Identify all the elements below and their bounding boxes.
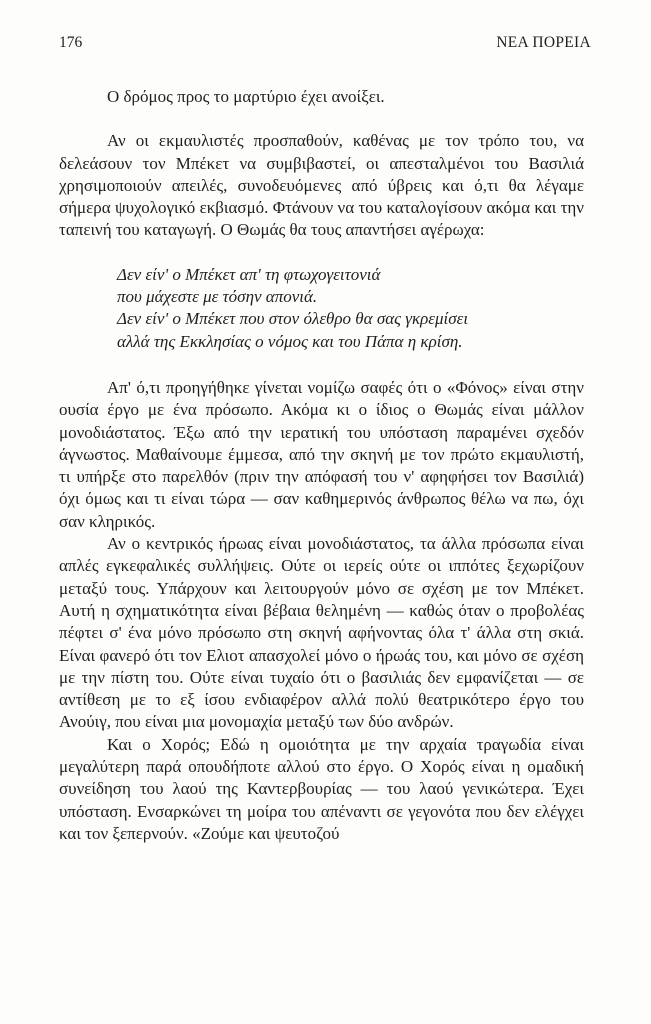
verse-line: Δεν είν' ο Μπέκετ που στον όλεθρο θα σας γκρεμίσει <box>117 309 469 329</box>
running-title: ΝΕΑ ΠΟΡΕΙΑ <box>496 34 591 51</box>
paragraph-3: Απ' ό,τι προηγήθηκε γίνεται νομίζω σαφές ότι ο «Φόνος» είναι στην ουσία έργο με ένα πρόσωπο. Ακόμα κι ο ίδιος ο Θωμάς είναι μάλλον μονοδιάστατος. Έξω από την ιερατική του υπόσταση παραμένει σχεδόν άγνωστος. Μαθαίνουμε έμμεσα, από την σκηνή με τον πρώτο εκμαυλιστή, τι υπήρξε στο παρελθόν (πριν την απόφασή του ν' αφηφήσει τον Βασιλιά) όχι όμως και τι είναι τώρα — σαν καθημερινός άνθρωπος θέλω να πω, όχι σαν κληρικός. <box>59 377 584 531</box>
verse-quote <box>117 264 584 353</box>
verse-line: που μάχεστε με τόσην απονιά. <box>117 287 318 307</box>
page-number: 176 <box>59 34 83 51</box>
paragraph-5: Και ο Χορός; Εδώ η ομοιότητα με την αρχαία τραγωδία είναι μεγαλύτερη παρά οπουδήποτε αλλού στο έργο. Ο Χορός είναι η ομαδική συνείδηση του λαού της Καντερβουρίας — του λαού γενικώτερα. Έχει υπόσταση. Ενσαρκώνει τη μοίρα του απέναντι σε γεγονότα που δεν ελέγχει και τον ξεπερνούν. «Ζούμε και ψευτοζού <box>59 734 584 843</box>
page-header <box>59 34 591 54</box>
page-body <box>59 86 584 845</box>
paragraph-4: Αν ο κεντρικός ήρωας είναι μονοδιάστατος, τα άλλα πρόσωπα είναι απλές εγκεφαλικές συλλήψεις. Ούτε οι ιερείς ούτε οι ιππότες ξεχωρίζουν μεταξύ τους. Υπάρχουν και λειτουργούν μόνο σε σχέση με τον Μπέκετ. Αυτή η σχηματικότητα είναι βέβαια θελημένη — καθώς όταν ο προβολέας πέφτει σ' ένα μόνο πρόσωπο στη σκηνή αφήνοντας όλα τ' άλλα στη σκιά. Είναι φανερό ότι τον Ελιοτ απασχολεί μόνο ο ήρωάς του, και μόνο σε σχέση με την πίστη του. Ούτε είναι τυχαίο ότι ο βασιλιάς δεν εμφανίζεται — σε αντίθεση με το εξ ίσου ενδιαφέρον αλλά πολύ θεατρικότερο έργο του Ανούιγ, που είναι μια μονομαχία μεταξύ των δύο ανδρών. <box>59 534 584 732</box>
verse-line: αλλά της Εκκλησίας ο νόμος και του Πάπα η κρίση. <box>117 331 463 351</box>
paragraph-2: Αν οι εκμαυλιστές προσπαθούν, καθένας με τον τρόπο του, να δελεάσουν τον Μπέκετ να συμβιβαστεί, οι απεσταλμένοι του Βασιλιά χρησιμοποιούν απειλές, συνοδευόμενες από ύβρεις και ό,τι θα λέγαμε σήμερα ψυχολογικό εκβιασμό. Φτάνουν να του καταλογίσουν ακόμα και την ταπεινή του καταγωγή. Ο Θωμάς θα τους απαντήσει αγέρωχα: <box>59 131 584 240</box>
paragraph-1: Ο δρόμος προς το μαρτύριο έχει ανοίξει. <box>107 87 385 106</box>
verse-line: Δεν είν' ο Μπέκετ απ' τη φτωχογειτονιά <box>117 264 381 284</box>
